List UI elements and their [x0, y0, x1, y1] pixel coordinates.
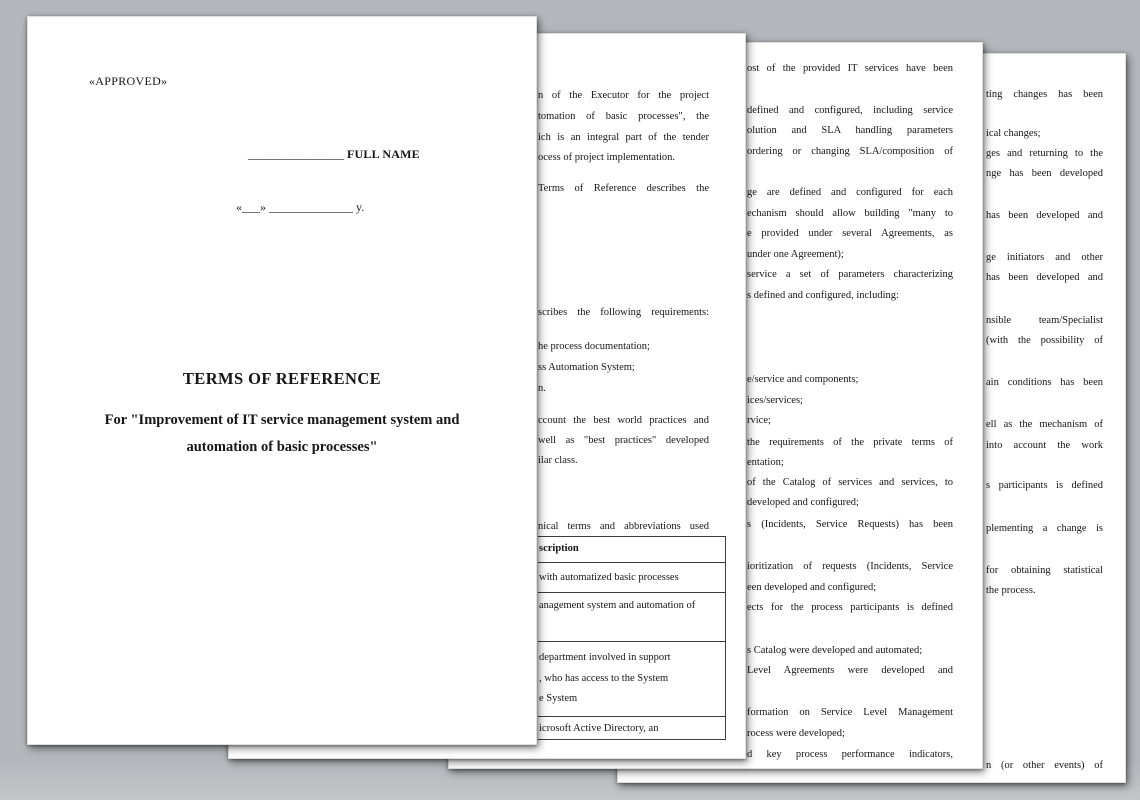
date-blank-line: ______________ [269, 200, 353, 214]
text-line: nsible team/Specialist [986, 315, 1103, 326]
text-line: entation; [747, 457, 784, 468]
text-line: ilar class. [538, 455, 578, 466]
text-line: s (Incidents, Service Requests) has been [747, 519, 953, 530]
text-line: Terms of Reference describes the [538, 183, 709, 194]
text-line: for obtaining statistical [986, 565, 1103, 576]
text-line: ges and returning to the [986, 148, 1103, 159]
table-header-cell: scription [538, 537, 725, 563]
text-line: d key process performance indicators, [747, 749, 953, 760]
text-line: has been developed and [986, 272, 1103, 283]
text-line: nical terms and abbreviations used [538, 521, 709, 532]
document-subtitle [28, 407, 536, 461]
text-line: ects for the process participants is defined [747, 602, 953, 613]
text-line: Level Agreements were developed and [747, 665, 953, 676]
text-line: the requirements of the private terms of [747, 437, 953, 448]
page-1-title [27, 16, 537, 745]
text-line: ich is an integral part of the tender [538, 132, 709, 143]
text-line: ccount the best world practices and [538, 415, 709, 426]
text-line: rocess were developed; [747, 728, 845, 739]
text-line: service a set of parameters characterizing [747, 269, 953, 280]
text-line: scribes the following requirements: [538, 307, 709, 318]
date-field [236, 200, 364, 215]
text-line: ge are defined and configured for each [747, 187, 953, 198]
text-line: ell as the mechanism of [986, 419, 1103, 430]
fullname-field [248, 147, 420, 162]
text-line: ss Automation System; [538, 362, 635, 373]
glossary-table [538, 536, 726, 740]
text-line: e/service and components; [747, 374, 859, 385]
text-line: into account the work [986, 440, 1103, 451]
text-line: rvice; [747, 415, 771, 426]
fullname-label: FULL NAME [347, 147, 420, 161]
table-cell: anagement system and automation of [538, 593, 725, 642]
text-line: (with the possibility of [986, 335, 1103, 346]
text-line: formation on Service Level Management [747, 707, 953, 718]
table-cell: icrosoft Active Directory, an [538, 717, 725, 740]
text-line: e provided under several Agreements, as [747, 228, 953, 239]
text-line: ical changes; [986, 128, 1041, 139]
text-line: nge has been developed [986, 168, 1103, 179]
text-line: ost of the provided IT services have been [747, 63, 953, 74]
text-line: defined and configured, including service [747, 105, 953, 116]
text-line: olution and SLA handling parameters [747, 125, 953, 136]
subtitle-line-2: automation of basic processes" [186, 439, 378, 455]
text-line: under one Agreement); [747, 249, 844, 260]
text-line: ocess of project implementation. [538, 152, 676, 163]
text-line: ge initiators and other [986, 252, 1103, 263]
text-line: s Catalog were developed and automated; [747, 645, 923, 656]
text-line: of the Catalog of services and services, to [747, 477, 953, 488]
document-title: TERMS OF REFERENCE [182, 369, 382, 388]
text-line: the process. [986, 585, 1036, 596]
fullname-blank-line: ________________ [248, 147, 344, 161]
text-line: n of the Executor for the project [538, 90, 709, 101]
date-open-quotes: «___» [236, 200, 266, 214]
approved-stamp: «APPROVED» [89, 74, 168, 88]
text-line: een developed and configured; [747, 582, 877, 593]
text-line: developed and configured; [747, 497, 859, 508]
table-cell: department involved in support , who has access to the System e System [538, 642, 725, 717]
text-line: tomation of basic processes", the [538, 111, 709, 122]
text-line: ioritization of requests (Incidents, Service [747, 561, 953, 572]
text-line: well as "best practices" developed [538, 435, 709, 446]
text-line: ain conditions has been [986, 377, 1103, 388]
table-cell: with automatized basic processes [538, 563, 725, 593]
text-line: ordering or changing SLA/composition of [747, 146, 953, 157]
text-line: has been developed and [986, 210, 1103, 221]
text-line: ices/services; [747, 395, 803, 406]
date-suffix: y. [356, 200, 365, 214]
text-line: n. [538, 383, 546, 394]
text-line: n (or other events) of [986, 760, 1103, 771]
text-line: plementing a change is [986, 523, 1103, 534]
text-line: he process documentation; [538, 341, 650, 352]
subtitle-line-1: For "Improvement of IT service management system and [104, 412, 460, 428]
text-line: s defined and configured, including: [747, 290, 899, 301]
text-line: ting changes has been [986, 89, 1103, 100]
text-line: echanism should allow building "many to [747, 208, 953, 219]
text-line: s participants is defined [986, 480, 1103, 491]
